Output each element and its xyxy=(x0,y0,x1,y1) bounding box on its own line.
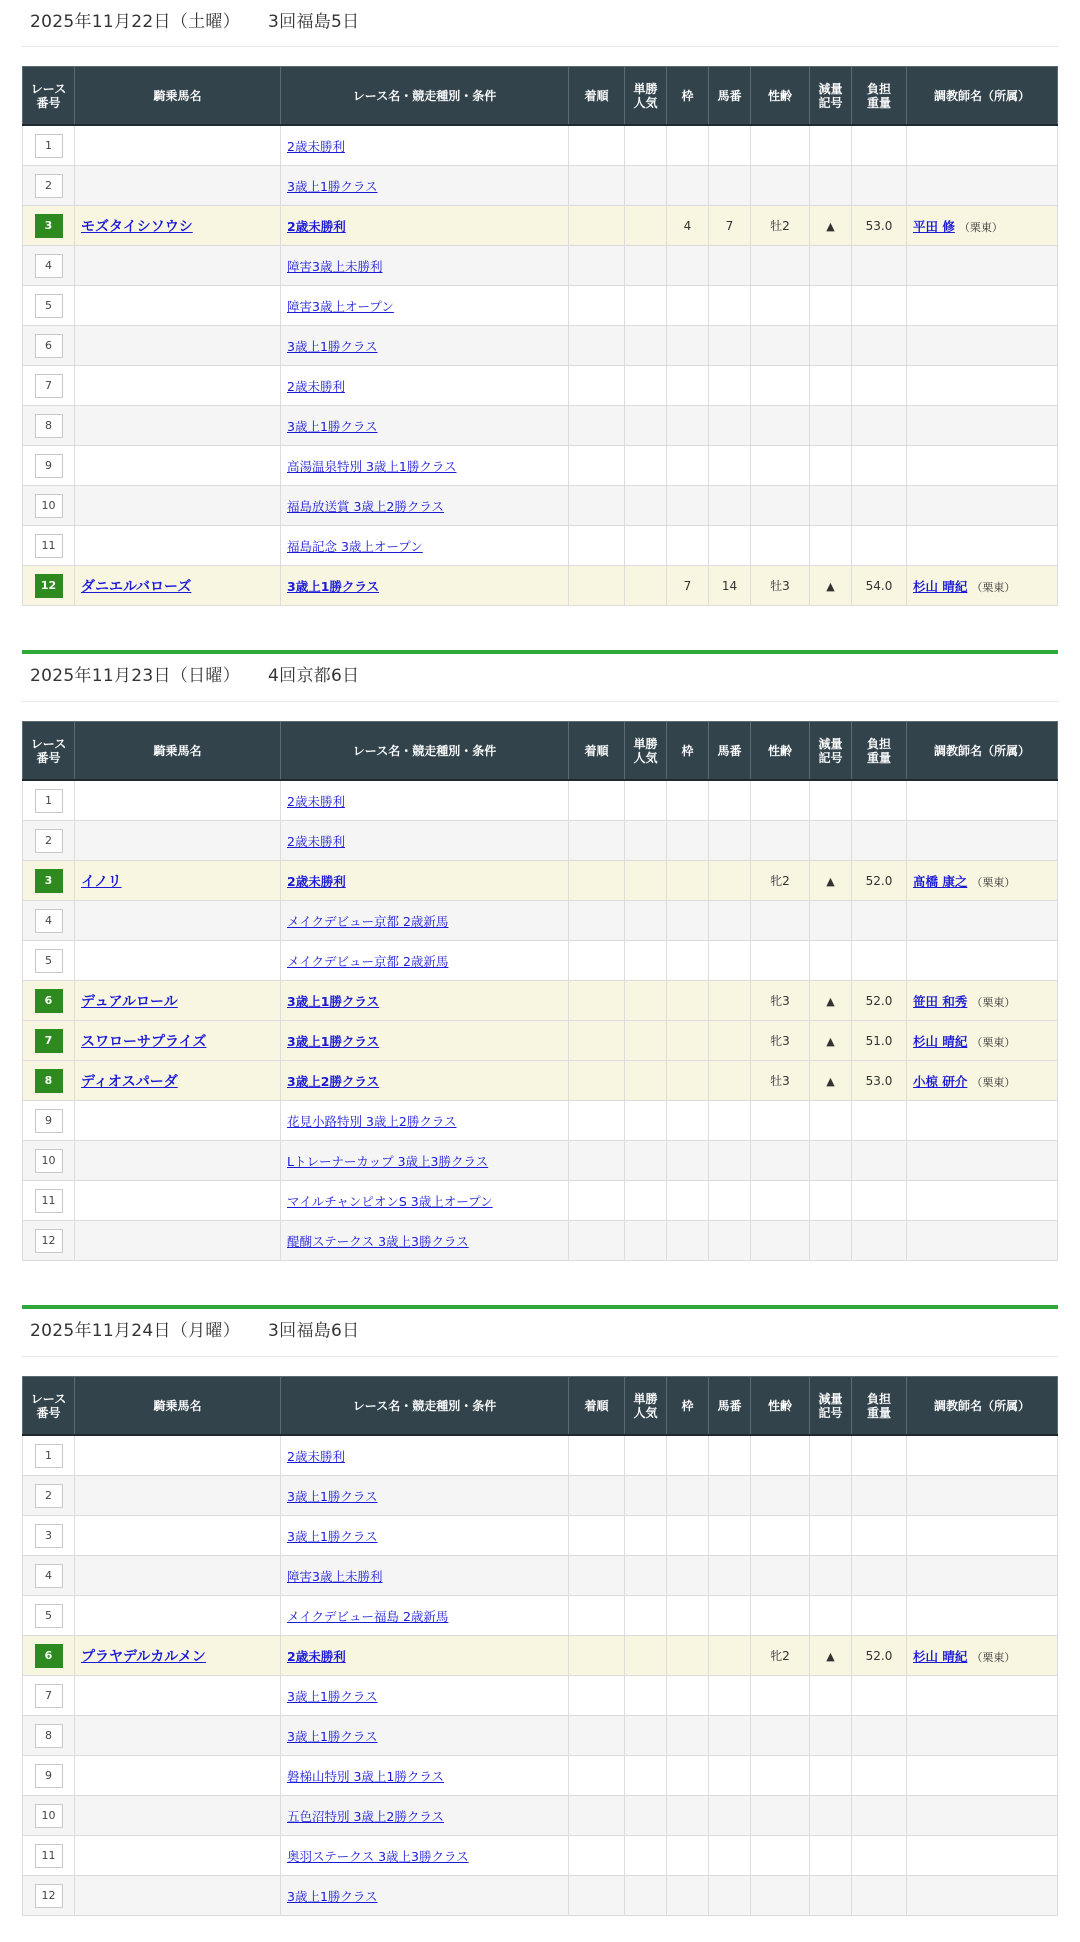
column-header: 性齢 xyxy=(751,722,810,781)
day-section xyxy=(22,650,1058,1261)
horse-name-link[interactable]: デュアルロール xyxy=(81,993,178,1010)
table-row xyxy=(23,821,1058,861)
column-header: レース 番号 xyxy=(23,722,75,781)
column-header: 減量 記号 xyxy=(810,1377,852,1436)
race-name-link[interactable]: 3歳上1勝クラス xyxy=(287,1728,378,1744)
column-header: 馬番 xyxy=(709,67,751,126)
race-name-link[interactable]: 3歳上1勝クラス xyxy=(287,578,380,594)
trainer-affiliation: （栗東） xyxy=(971,580,1016,594)
race-meeting: 3回福島6日 xyxy=(268,1321,360,1341)
horse-number: 7 xyxy=(725,218,734,233)
column-header: 着順 xyxy=(569,1377,625,1436)
column-header: 性齢 xyxy=(751,1377,810,1436)
day-header xyxy=(22,654,1058,702)
race-name-link[interactable]: 2歳未勝利 xyxy=(287,218,346,234)
column-header: 減量 記号 xyxy=(810,67,852,126)
weight-reduction-mark: ▲ xyxy=(826,1074,835,1088)
race-name-link[interactable]: 花見小路特別 3歳上2勝クラス xyxy=(287,1113,457,1129)
table-header-row xyxy=(23,67,1058,126)
race-table xyxy=(22,1376,1058,1916)
table-row xyxy=(23,1101,1058,1141)
column-header: 枠 xyxy=(667,1377,709,1436)
race-name-link[interactable]: 3歳上1勝クラス xyxy=(287,338,378,354)
race-name-link[interactable]: メイクデビュー京都 2歳新馬 xyxy=(287,953,449,969)
column-header: 負担 重量 xyxy=(852,1377,907,1436)
column-header: 馬番 xyxy=(709,1377,751,1436)
table-row xyxy=(23,125,1058,166)
race-number-badge: 8 xyxy=(35,1069,63,1093)
column-header: 騎乗馬名 xyxy=(75,67,281,126)
sex-age: 牡2 xyxy=(770,219,790,233)
race-number-badge: 5 xyxy=(35,949,63,973)
column-header: レース 番号 xyxy=(23,1377,75,1436)
race-name-link[interactable]: 2歳未勝利 xyxy=(287,793,345,809)
horse-name-link[interactable]: プラヤデルカルメン xyxy=(81,1648,206,1665)
column-header: 減量 記号 xyxy=(810,722,852,781)
race-name-link[interactable]: 醍醐ステークス 3歳上3勝クラス xyxy=(287,1233,469,1249)
weight-reduction-mark: ▲ xyxy=(826,1649,835,1663)
column-header: 単勝 人気 xyxy=(625,67,667,126)
horse-name-link[interactable]: イノリ xyxy=(81,873,122,890)
race-number-badge: 8 xyxy=(35,1724,63,1748)
race-name-link[interactable]: 2歳未勝利 xyxy=(287,833,345,849)
race-number-badge: 4 xyxy=(35,1564,63,1588)
table-row xyxy=(23,1181,1058,1221)
race-name-link[interactable]: 障害3歳上未勝利 xyxy=(287,1568,383,1584)
table-row xyxy=(23,780,1058,821)
race-number-badge: 2 xyxy=(35,174,63,198)
race-number-badge: 1 xyxy=(35,134,63,158)
race-number-badge: 9 xyxy=(35,1764,63,1788)
race-number-badge: 3 xyxy=(35,214,63,238)
race-number-badge: 10 xyxy=(35,1149,63,1173)
race-name-link[interactable]: 障害3歳上オープン xyxy=(287,298,394,314)
sex-age: 牡3 xyxy=(770,579,790,593)
race-name-link[interactable]: 奥羽ステークス 3歳上3勝クラス xyxy=(287,1848,469,1864)
horse-name-link[interactable]: ダニエルバローズ xyxy=(81,578,192,595)
race-number-badge: 6 xyxy=(35,334,63,358)
race-name-link[interactable]: 2歳未勝利 xyxy=(287,873,346,889)
column-header: レース名・競走種別・条件 xyxy=(281,1377,569,1436)
race-number-badge: 5 xyxy=(35,1604,63,1628)
column-header: 騎乗馬名 xyxy=(75,722,281,781)
race-number-badge: 9 xyxy=(35,1109,63,1133)
trainer-link[interactable]: 杉山 晴紀 xyxy=(913,578,968,594)
carried-weight: 51.0 xyxy=(865,1033,893,1048)
table-row xyxy=(23,1435,1058,1476)
column-header: 性齢 xyxy=(751,67,810,126)
weight-reduction-mark: ▲ xyxy=(826,874,835,888)
table-row xyxy=(23,286,1058,326)
race-name-link[interactable]: 2歳未勝利 xyxy=(287,1648,346,1664)
column-header: 調教師名（所属） xyxy=(907,722,1058,781)
table-row xyxy=(23,526,1058,566)
trainer-affiliation: （栗東） xyxy=(971,875,1016,889)
race-name-link[interactable]: 3歳上1勝クラス xyxy=(287,1888,378,1904)
race-number-badge: 4 xyxy=(35,909,63,933)
race-number-badge: 2 xyxy=(35,1484,63,1508)
table-row xyxy=(23,981,1058,1021)
table-row xyxy=(23,1876,1058,1916)
table-row xyxy=(23,486,1058,526)
race-name-link[interactable]: 3歳上1勝クラス xyxy=(287,1033,380,1049)
race-number-badge: 7 xyxy=(35,374,63,398)
column-header: 馬番 xyxy=(709,722,751,781)
column-header: 枠 xyxy=(667,67,709,126)
race-name-link[interactable]: 3歳上1勝クラス xyxy=(287,1688,378,1704)
day-section xyxy=(22,1305,1058,1916)
column-header: 調教師名（所属） xyxy=(907,1377,1058,1436)
weight-reduction-mark: ▲ xyxy=(826,994,835,1008)
race-name-link[interactable]: 磐梯山特別 3歳上1勝クラス xyxy=(287,1768,445,1784)
trainer-link[interactable]: 小椋 研介 xyxy=(913,1073,968,1089)
column-header: 枠 xyxy=(667,722,709,781)
table-header-row xyxy=(23,722,1058,781)
race-number-badge: 6 xyxy=(35,989,63,1013)
horse-number: 14 xyxy=(721,578,738,593)
trainer-link[interactable]: 杉山 晴紀 xyxy=(913,1648,968,1664)
table-row xyxy=(23,446,1058,486)
race-number-badge: 10 xyxy=(35,1804,63,1828)
carried-weight: 52.0 xyxy=(865,1648,893,1663)
race-name-link[interactable]: 3歳上1勝クラス xyxy=(287,1528,378,1544)
column-header: レース名・競走種別・条件 xyxy=(281,67,569,126)
race-number-badge: 3 xyxy=(35,869,63,893)
column-header: レース 番号 xyxy=(23,67,75,126)
race-name-link[interactable]: メイクデビュー福島 2歳新馬 xyxy=(287,1608,449,1624)
day-section xyxy=(22,0,1058,606)
table-row xyxy=(23,246,1058,286)
table-row xyxy=(23,1796,1058,1836)
trainer-affiliation: （栗東） xyxy=(971,995,1016,1009)
table-row xyxy=(23,861,1058,901)
race-name-link[interactable]: 五色沼特別 3歳上2勝クラス xyxy=(287,1808,445,1824)
day-header xyxy=(22,0,1058,47)
sex-age: 牡3 xyxy=(770,1074,790,1088)
race-date: 2025年11月24日（月曜） xyxy=(30,1321,241,1341)
race-name-link[interactable]: 福島記念 3歳上オープン xyxy=(287,538,423,554)
table-row xyxy=(23,366,1058,406)
table-row xyxy=(23,1596,1058,1636)
column-header: 単勝 人気 xyxy=(625,1377,667,1436)
table-row xyxy=(23,1021,1058,1061)
race-name-link[interactable]: Lトレーナーカップ 3歳上3勝クラス xyxy=(287,1153,489,1169)
race-number-badge: 11 xyxy=(35,534,63,558)
column-header: 負担 重量 xyxy=(852,722,907,781)
race-number-badge: 1 xyxy=(35,789,63,813)
carried-weight: 54.0 xyxy=(865,578,893,593)
race-number-badge: 4 xyxy=(35,254,63,278)
table-row xyxy=(23,1141,1058,1181)
trainer-affiliation: （栗東） xyxy=(958,220,1003,234)
race-number-badge: 11 xyxy=(35,1189,63,1213)
weight-reduction-mark: ▲ xyxy=(826,579,835,593)
column-header: 騎乗馬名 xyxy=(75,1377,281,1436)
table-row xyxy=(23,566,1058,606)
sex-age: 牝2 xyxy=(770,874,790,888)
trainer-link[interactable]: 杉山 晴紀 xyxy=(913,1033,968,1049)
race-date: 2025年11月22日（土曜） xyxy=(30,12,241,32)
race-number-badge: 5 xyxy=(35,294,63,318)
column-header: 調教師名（所属） xyxy=(907,67,1058,126)
carried-weight: 53.0 xyxy=(865,218,893,233)
race-name-link[interactable]: 2歳未勝利 xyxy=(287,378,345,394)
table-row xyxy=(23,1221,1058,1261)
sex-age: 牝2 xyxy=(770,1649,790,1663)
race-name-link[interactable]: メイクデビュー京都 2歳新馬 xyxy=(287,913,449,929)
race-number-badge: 7 xyxy=(35,1684,63,1708)
trainer-link[interactable]: 笹田 和秀 xyxy=(913,993,968,1009)
race-meeting: 4回京都6日 xyxy=(268,666,360,686)
race-number-badge: 9 xyxy=(35,454,63,478)
table-row xyxy=(23,1756,1058,1796)
race-name-link[interactable]: 福島放送賞 3歳上2勝クラス xyxy=(287,498,445,514)
race-table xyxy=(22,66,1058,606)
sex-age: 牝3 xyxy=(770,994,790,1008)
race-name-link[interactable]: 3歳上2勝クラス xyxy=(287,1073,380,1089)
race-name-link[interactable]: マイルチャンピオンS 3歳上オープン xyxy=(287,1193,493,1209)
trainer-affiliation: （栗東） xyxy=(971,1075,1016,1089)
race-meeting: 3回福島5日 xyxy=(268,12,360,32)
column-header: 負担 重量 xyxy=(852,67,907,126)
race-number-badge: 2 xyxy=(35,829,63,853)
race-number-badge: 12 xyxy=(35,574,63,598)
table-row xyxy=(23,1556,1058,1596)
bracket-number: 4 xyxy=(683,218,692,233)
race-name-link[interactable]: 3歳上1勝クラス xyxy=(287,418,378,434)
race-number-badge: 12 xyxy=(35,1884,63,1908)
horse-name-link[interactable]: モズタイシソウシ xyxy=(81,218,193,235)
race-name-link[interactable]: 3歳上1勝クラス xyxy=(287,993,380,1009)
bracket-number: 7 xyxy=(683,578,692,593)
column-header: 着順 xyxy=(569,67,625,126)
race-number-badge: 12 xyxy=(35,1229,63,1253)
horse-name-link[interactable]: ディオスパーダ xyxy=(81,1073,178,1090)
race-name-link[interactable]: 2歳未勝利 xyxy=(287,138,345,154)
race-number-badge: 10 xyxy=(35,494,63,518)
day-header xyxy=(22,1309,1058,1357)
table-row xyxy=(23,1836,1058,1876)
race-name-link[interactable]: 3歳上1勝クラス xyxy=(287,1488,378,1504)
race-number-badge: 3 xyxy=(35,1524,63,1548)
trainer-link[interactable]: 髙橋 康之 xyxy=(913,873,968,889)
carried-weight: 53.0 xyxy=(865,1073,893,1088)
race-name-link[interactable]: 2歳未勝利 xyxy=(287,1448,345,1464)
race-name-link[interactable]: 3歳上1勝クラス xyxy=(287,178,378,194)
table-row xyxy=(23,1716,1058,1756)
sex-age: 牝3 xyxy=(770,1034,790,1048)
table-row xyxy=(23,1061,1058,1101)
table-row xyxy=(23,326,1058,366)
table-row xyxy=(23,901,1058,941)
table-row xyxy=(23,1516,1058,1556)
race-number-badge: 11 xyxy=(35,1844,63,1868)
race-name-link[interactable]: 障害3歳上未勝利 xyxy=(287,258,383,274)
race-name-link[interactable]: 高湯温泉特別 3歳上1勝クラス xyxy=(287,458,457,474)
trainer-affiliation: （栗東） xyxy=(971,1650,1016,1664)
table-row xyxy=(23,206,1058,246)
table-row xyxy=(23,1636,1058,1676)
table-row xyxy=(23,941,1058,981)
race-date: 2025年11月23日（日曜） xyxy=(30,666,241,686)
race-number-badge: 7 xyxy=(35,1029,63,1053)
race-table xyxy=(22,721,1058,1261)
column-header: 着順 xyxy=(569,722,625,781)
trainer-link[interactable]: 平田 修 xyxy=(913,218,955,234)
race-number-badge: 6 xyxy=(35,1644,63,1668)
table-row xyxy=(23,1676,1058,1716)
race-number-badge: 1 xyxy=(35,1444,63,1468)
table-row xyxy=(23,406,1058,446)
column-header: レース名・競走種別・条件 xyxy=(281,722,569,781)
weight-reduction-mark: ▲ xyxy=(826,219,835,233)
horse-name-link[interactable]: スワローサプライズ xyxy=(81,1033,207,1050)
race-number-badge: 8 xyxy=(35,414,63,438)
weight-reduction-mark: ▲ xyxy=(826,1034,835,1048)
column-header: 単勝 人気 xyxy=(625,722,667,781)
carried-weight: 52.0 xyxy=(865,873,893,888)
trainer-affiliation: （栗東） xyxy=(971,1035,1016,1049)
table-row xyxy=(23,166,1058,206)
table-row xyxy=(23,1476,1058,1516)
carried-weight: 52.0 xyxy=(865,993,893,1008)
table-header-row xyxy=(23,1377,1058,1436)
